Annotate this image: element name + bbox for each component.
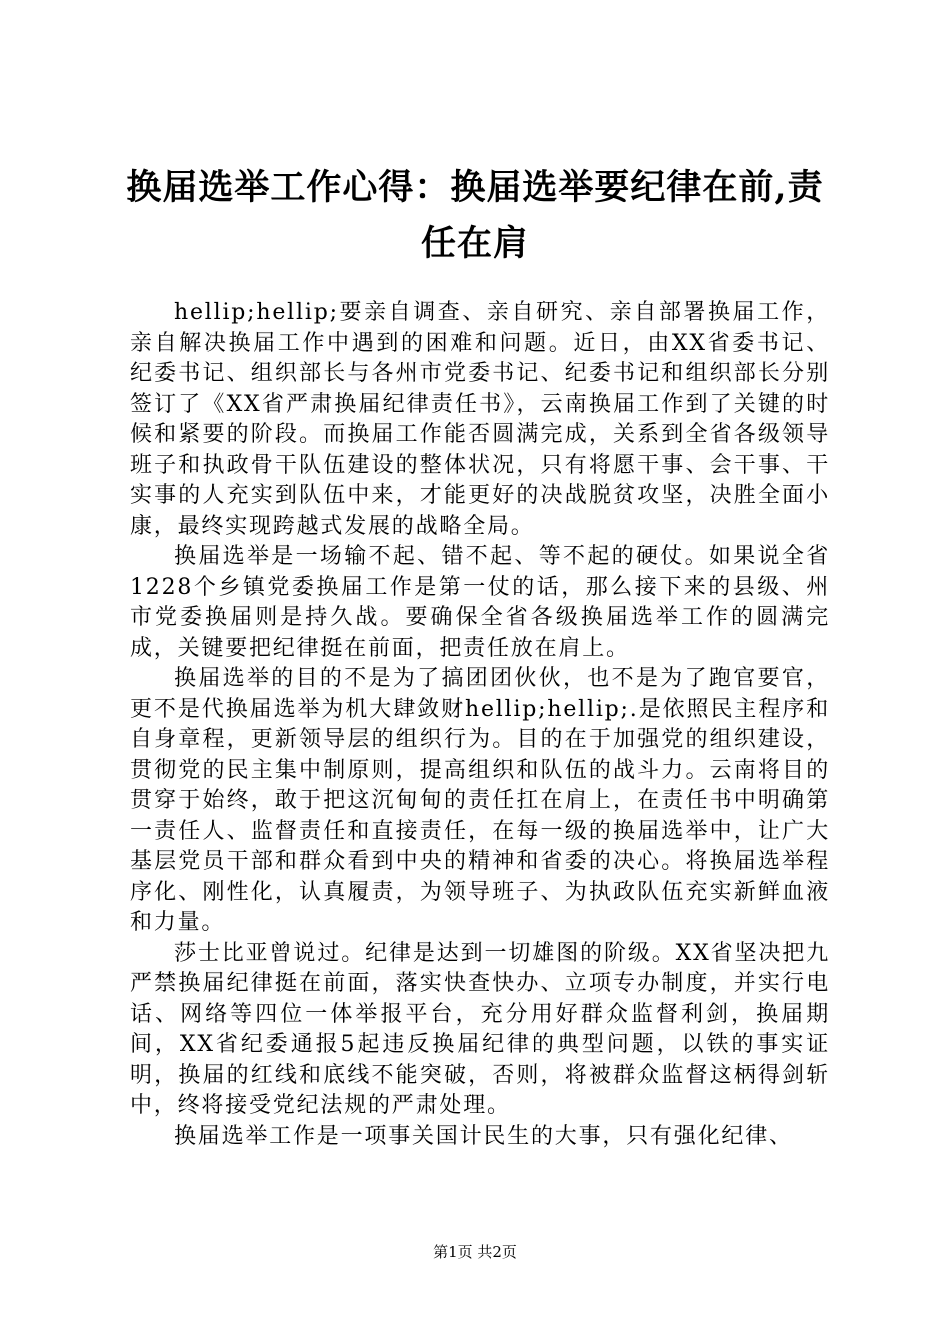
paragraph-2: 换届选举是一场输不起、错不起、等不起的硬仗。如果说全省1228个乡镇党委换届工作是第一仗的话，那么接下来的县级、州市党委换届则是持久战。要确保全省各级换届选举工作的圆满完成，关键要把纪律挺在前面，把责任放在肩上。: [130, 544, 830, 661]
paragraph-4: 莎士比亚曾说过。纪律是达到一切雄图的阶级。XX省坚决把九严禁换届纪律挺在前面，落实快查快办、立项专办制度，并实行电话、网络等四位一体举报平台，充分用好群众监督利剑，换届期间，XX省纪委通报5起违反换届纪律的典型问题，以铁的事实证明，换届的红线和底线不能突破，否则，将被群众监督这柄得剑斩中，终将接受党纪法规的严肃处理。: [130, 940, 830, 1118]
document-body: [130, 298, 830, 1152]
paragraph-1: hellip;hellip;要亲自调查、亲自研究、亲自部署换届工作，亲自解决换届工作中遇到的困难和问题。近日，由XX省委书记、纪委书记、组织部长与各州市党委书记、纪委书记和组织部长分别签订了《XX省严肃换届纪律责任书》，云南换届工作到了关键的时候和紧要的阶段。而换届工作能否圆满完成，关系到全省各级领导班子和执政骨干队伍建设的整体状况，只有将愿干事、会干事、干实事的人充实到队伍中来，才能更好的决战脱贫攻坚，决胜全面小康，最终实现跨越式发展的战略全局。: [130, 300, 830, 539]
document-title: 换届选举工作心得：换届选举要纪律在前,责任在肩: [126, 167, 824, 264]
page-number-footer: 第1页 共2页: [433, 1243, 517, 1261]
paragraph-5: 换届选举工作是一项事关国计民生的大事，只有强化纪律、: [174, 1123, 793, 1149]
paragraph-3: 换届选举的目的不是为了搞团团伙伙，也不是为了跑官要官，更不是代换届选举为机大肆敛财hellip;hellip;.是依照民主程序和自身章程，更新领导层的组织行为。目的在于加强党的组织建设，贯彻党的民主集中制原则，提高组织和队伍的战斗力。云南将目的贯穿于始终，敢于把这沉甸甸的责任扛在肩上，在责任书中明确第一责任人、监督责任和直接责任，在每一级的换届选举中，让广大基层党员干部和群众看到中央的精神和省委的决心。将换届选举程序化、刚性化，认真履责，为领导班子、为执政队伍充实新鲜血液和力量。: [130, 666, 830, 935]
